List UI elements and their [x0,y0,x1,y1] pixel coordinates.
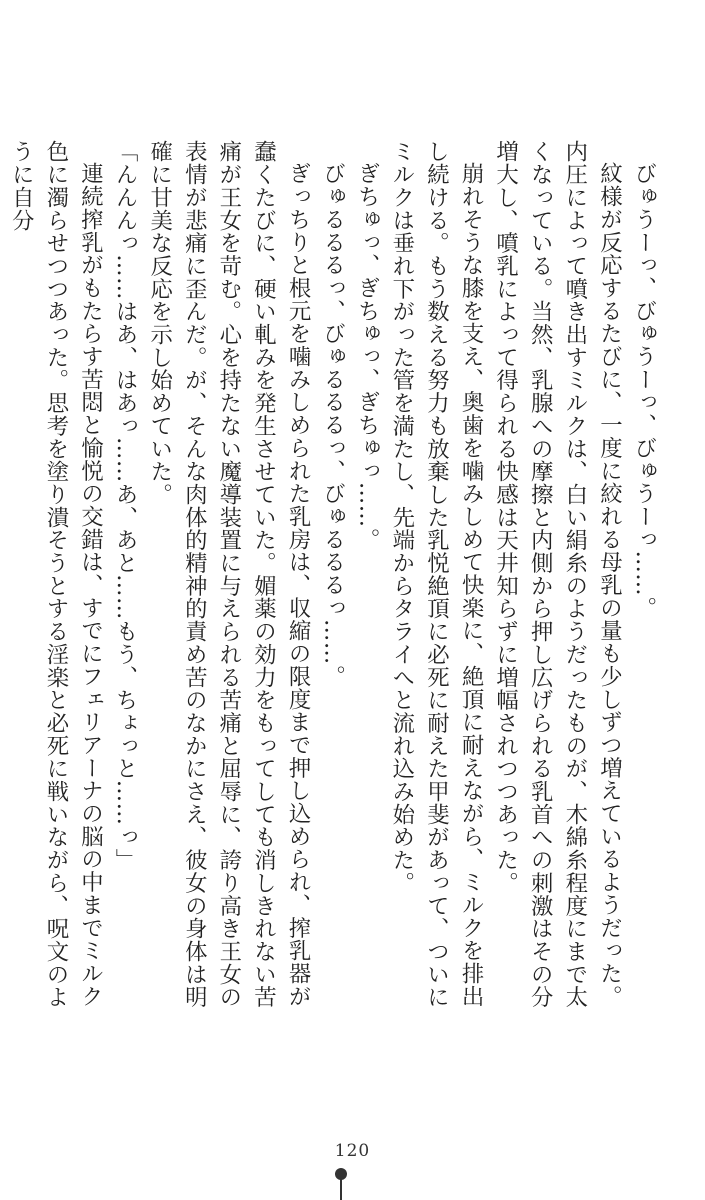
paragraph-6: ぎっちりと根元を噛みしめられた乳房は、収縮の限度まで押し込められ、搾乳器が蠢くたびに、硬い軋みを発生させていた。媚薬の効力をもってしても消しきれない苦痛が王女を苛む。心を持たない魔導装置に与えられる苦痛と屈辱に、誇り高き王女の表情が悲痛に歪んだ。が、そんな肉体的精神的責め苦のなかにさえ、彼女の身体は明確に甘美な反応を示し始めていた。 [146,140,312,1009]
folio-line-ornament [340,1179,342,1200]
paragraph-1: びゅうーっ、びゅうーっ、びゅうーっ……。 [631,162,657,620]
paragraph-2: 紋様が反応するたびに、一度に絞れる母乳の量も少しずつ増えているようだった。内圧によって噴き出すミルクは、白い絹糸のようだったものが、木綿糸程度にまで太くなっている。当然、乳腺への摩擦と内側から押し広げられる乳首への刺激はその分増大し、噴乳によって得られる快感は天井知らずに増幅されつつあった。 [492,140,623,1009]
paragraph-7: 「んんんっ……はあ、はあっ……あ、あと……もう、ちょっと……っ」 [112,140,139,872]
vertical-text-body [8,140,661,1018]
paragraph-3: 崩れそうな膝を支え、奥歯を噛みしめて快楽に、絶頂に耐えながら、ミルクを排出し続ける。もう数える努力も放棄した乳悦絶頂に必死に耐えた甲斐があって、ついにミルクは垂れ下がった管を満たし、先端からタライへと流れ込み始めた。 [388,140,485,1009]
paragraph-4: ぎちゅっ、ぎちゅっ、ぎちゅっ……。 [354,162,381,551]
paragraph-8: 連続搾乳がもたらす苦悶と愉悦の交錯は、すでにフェリアーナの脳の中までミルク色に濁らせつつあった。思考を塗り潰そうとする淫楽と必死に戦いながら、呪文のように自分 [8,140,104,1009]
page-number: 120 [334,1141,371,1161]
paragraph-5: びゅるるるっ、びゅるるるっ、びゅるるるっ……。 [319,162,346,688]
